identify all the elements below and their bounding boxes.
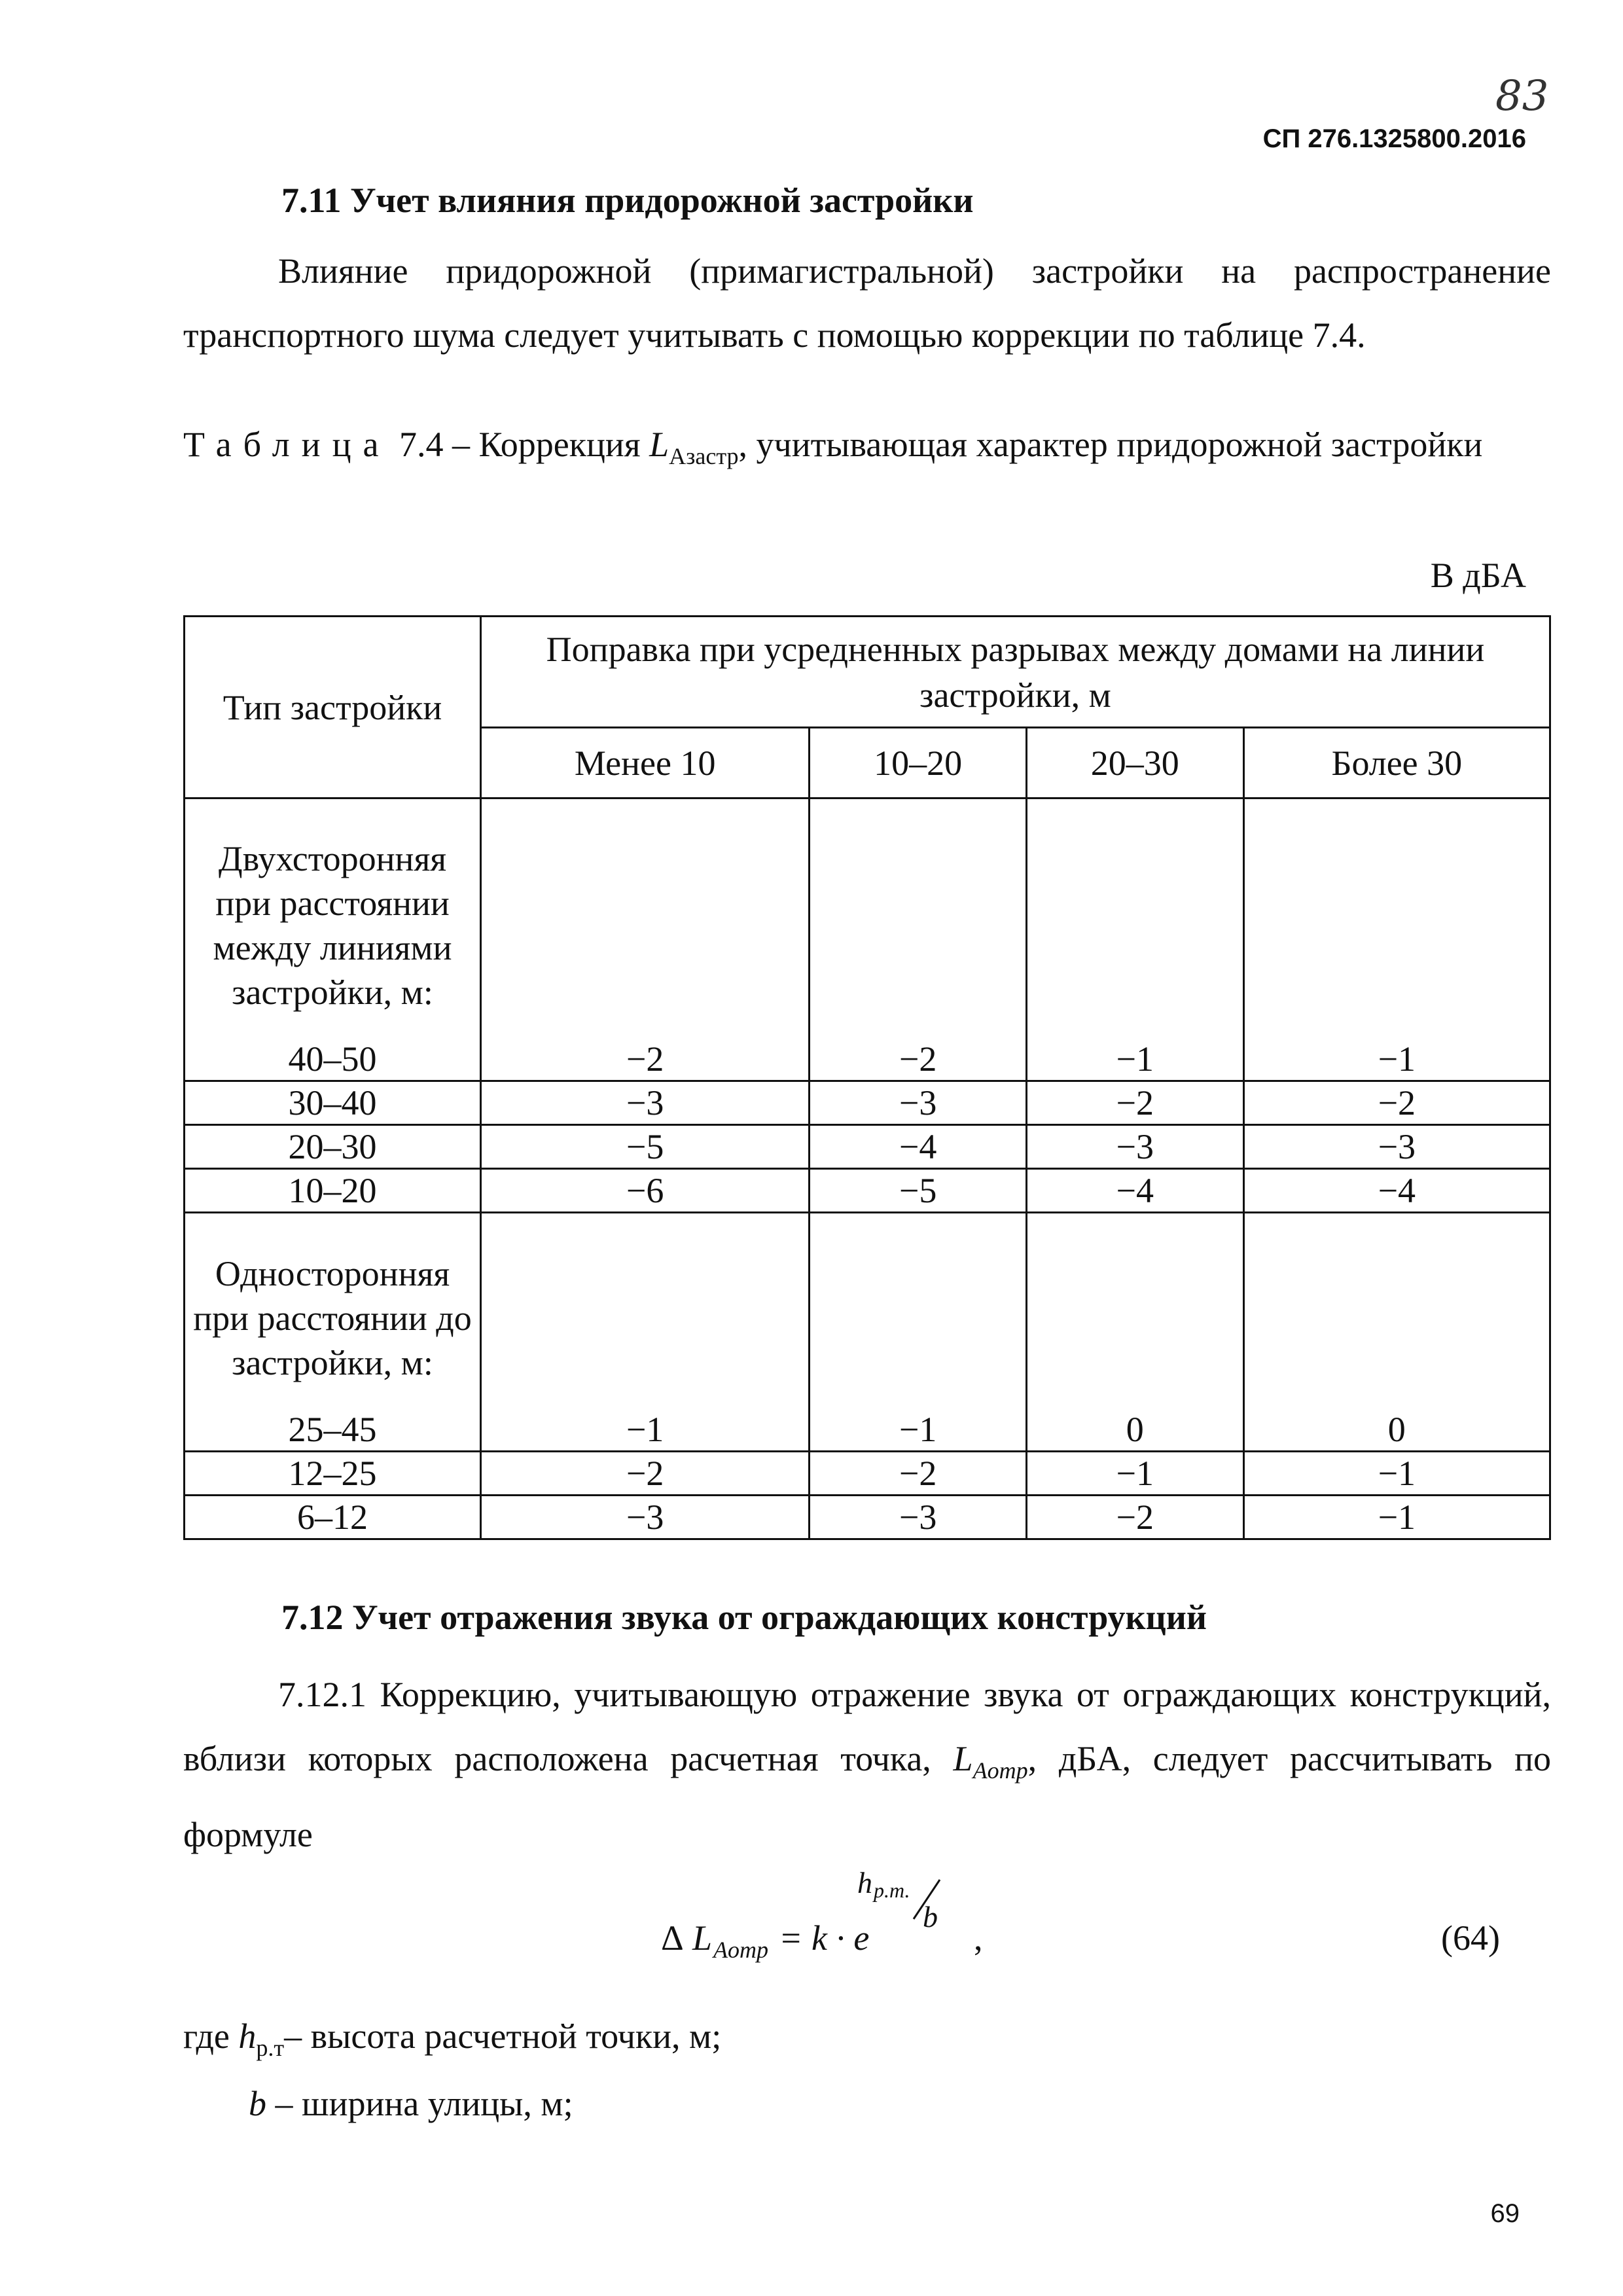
section-7-11-paragraph — [183, 239, 1551, 367]
column-header: Менее 10 — [481, 728, 810, 798]
value-cell: −1 — [481, 1408, 810, 1452]
value-cell: −1 — [1243, 1496, 1550, 1539]
formula-delta: Δ — [661, 1918, 684, 1958]
value-cell: −6 — [481, 1168, 810, 1212]
value-cell: −3 — [481, 1081, 810, 1124]
range-cell: 6–12 — [185, 1496, 481, 1539]
range-cell: 25–45 — [185, 1408, 481, 1452]
table-caption-rest: , учитывающая характер придорожной застройки — [738, 425, 1483, 464]
table-cell — [1026, 1212, 1243, 1408]
value-cell: −4 — [1026, 1168, 1243, 1212]
where-h-line — [183, 2004, 721, 2080]
section-7-12-symbol: L — [953, 1739, 973, 1778]
value-cell: −1 — [1243, 1038, 1550, 1081]
table-caption-word: Таблица — [183, 425, 391, 464]
table-caption-symbol: L — [649, 425, 669, 464]
value-cell: −5 — [481, 1124, 810, 1168]
value-cell: −1 — [1026, 1038, 1243, 1081]
value-cell: −2 — [481, 1038, 810, 1081]
section-7-12-text-end: , дБА, следует рассчитывать по формуле — [183, 1739, 1551, 1854]
table-cell — [1026, 798, 1243, 1038]
value-cell: −1 — [1243, 1452, 1550, 1496]
column-header: 20–30 — [1026, 728, 1243, 798]
range-cell: 20–30 — [185, 1124, 481, 1168]
where-prefix: где — [183, 2017, 230, 2056]
value-cell: −3 — [1026, 1124, 1243, 1168]
formula-k-e: = k · e — [779, 1918, 870, 1958]
value-cell: −2 — [481, 1452, 810, 1496]
handwritten-page-number: 83 — [1495, 72, 1549, 120]
section-7-12-paragraph — [183, 1662, 1551, 1867]
value-cell: −3 — [1243, 1124, 1550, 1168]
group-label: Односторонняя при расстоянии до застройки, м: — [185, 1212, 481, 1408]
value-cell: −5 — [810, 1168, 1027, 1212]
section-7-11-heading: 7.11 Учет влияния придорожной застройки — [281, 181, 974, 220]
formula-64 — [661, 1865, 1027, 1970]
formula-number: (64) — [1441, 1918, 1500, 1958]
group-label: Двухсторонняя при расстоянии между линиями застройки, м: — [185, 798, 481, 1038]
page-number: 69 — [1490, 2199, 1520, 2228]
value-cell: −3 — [810, 1081, 1027, 1124]
table-caption — [183, 412, 1551, 488]
value-cell: −2 — [810, 1038, 1027, 1081]
where-b-line — [249, 2072, 573, 2136]
table-cell — [1243, 1212, 1550, 1408]
column-header: 10–20 — [810, 728, 1027, 798]
table-cell — [481, 1212, 810, 1408]
document-id: СП 276.1325800.2016 — [1262, 124, 1526, 153]
value-cell: −2 — [1026, 1081, 1243, 1124]
table-cell — [810, 1212, 1027, 1408]
value-cell: −2 — [1243, 1081, 1550, 1124]
value-cell: 0 — [1026, 1408, 1243, 1452]
value-cell: −2 — [810, 1452, 1027, 1496]
where-h-text: – высота расчетной точки, м; — [284, 2017, 722, 2056]
range-cell: 40–50 — [185, 1038, 481, 1081]
range-cell: 12–25 — [185, 1452, 481, 1496]
group-header: Поправка при усредненных разрывах между домами на линии застройки, м — [481, 617, 1550, 728]
section-7-12-text — [183, 1662, 1551, 1867]
formula-comma: , — [974, 1918, 983, 1958]
where-b-text: – ширина улицы, м; — [275, 2084, 573, 2123]
table-cell — [481, 798, 810, 1038]
table-cell — [1243, 798, 1550, 1038]
range-cell: 30–40 — [185, 1081, 481, 1124]
formula-exp-h-sub: р.т. — [874, 1878, 910, 1902]
value-cell: −1 — [1026, 1452, 1243, 1496]
section-7-11-text: Влияние придорожной (примагистральной) застройки на распространение транспортного шума следует учитывать с помощью коррекции по таблице 7.4. — [183, 251, 1551, 355]
table-caption-symbol-sub: Aзастр — [669, 443, 739, 469]
section-7-12-symbol-sub: Aотр — [972, 1757, 1028, 1784]
section-7-12-text-start: 7.12.1 Коррекцию, учитывающую отражение звука от ограждающих конструкций, вблизи которых расположена расчетная точка, — [183, 1675, 1551, 1778]
where-b-symbol: b — [249, 2084, 266, 2123]
correction-table — [183, 615, 1551, 1540]
value-cell: −2 — [1026, 1496, 1243, 1539]
value-cell: −3 — [810, 1496, 1027, 1539]
range-cell: 10–20 — [185, 1168, 481, 1212]
column-header: Более 30 — [1243, 728, 1550, 798]
where-h-sub: р.т — [256, 2035, 285, 2061]
type-header: Тип застройки — [185, 617, 481, 798]
value-cell: −4 — [810, 1124, 1027, 1168]
where-h-symbol: h — [238, 2017, 257, 2056]
formula-L: L — [692, 1918, 713, 1958]
value-cell: −1 — [810, 1408, 1027, 1452]
table-caption-number: 7.4 – Коррекция — [399, 425, 641, 464]
value-cell: −3 — [481, 1496, 810, 1539]
table-units: В дБА — [1430, 556, 1526, 595]
table-caption-text — [183, 412, 1551, 488]
formula-L-sub: Aотр — [713, 1937, 768, 1963]
value-cell: 0 — [1243, 1408, 1550, 1452]
value-cell: −4 — [1243, 1168, 1550, 1212]
section-7-12-heading: 7.12 Учет отражения звука от ограждающих конструкций — [281, 1598, 1207, 1637]
formula-exp-b: b — [923, 1900, 938, 1933]
formula-exp-h: h — [857, 1866, 872, 1899]
table-cell — [810, 798, 1027, 1038]
